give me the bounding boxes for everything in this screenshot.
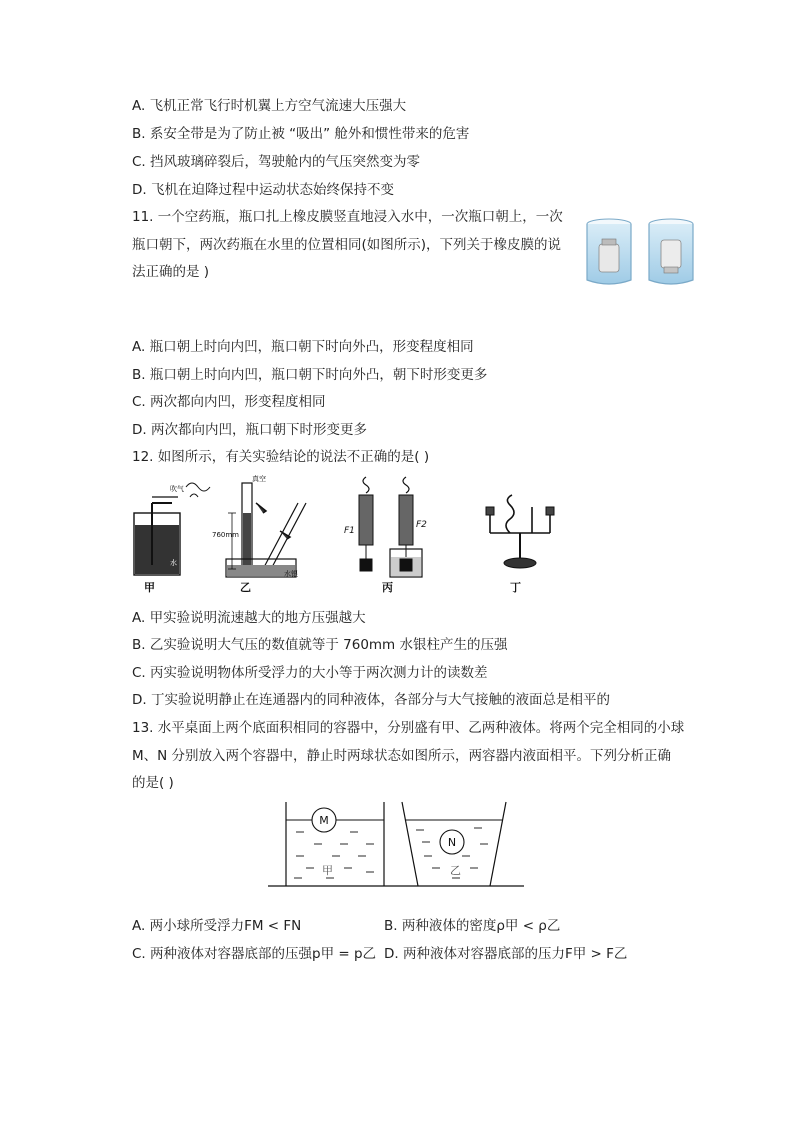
container-yi-label: 乙: [450, 864, 461, 877]
bing-f2-label: F2: [416, 520, 427, 530]
q13-option-d: D. 两种液体对容器底部的压力F甲 > F乙: [384, 946, 628, 962]
q13-stem-line-2: M、N 分别放入两个容器中，静止时两球状态如图所示，两容器内液面相平。下列分析正确: [132, 748, 672, 764]
q11-stem-line-3: 法正确的是 ): [132, 264, 210, 280]
jia-label: 甲: [144, 581, 155, 594]
jia-water-label: 水: [170, 559, 177, 567]
q10-option-b: B. 系安全带是为了防止被 “吸出” 舱外和惯性带来的危害: [132, 126, 470, 142]
q12-option-d: D. 丁实验说明静止在连通器内的同种液体，各部分与大气接触的液面总是相平的: [132, 692, 610, 708]
q11-option-a: A. 瓶口朝上时向内凹，瓶口朝下时向外凸，形变程度相同: [132, 339, 474, 355]
ball-m-label: M: [319, 814, 329, 827]
q13-stem-line-1: 13. 水平桌面上两个底面积相同的容器中，分别盛有甲、乙两种液体。将两个完全相同的小球: [132, 720, 685, 736]
q10-option-c: C. 挡风玻璃碎裂后，驾驶舱内的气压突然变为零: [132, 154, 421, 170]
q13-option-b: B. 两种液体的密度ρ甲 < ρ乙: [384, 918, 561, 934]
q10-option-d: D. 飞机在迫降过程中运动状态始终保持不变: [132, 182, 394, 198]
q13-stem-line-3: 的是( ): [132, 775, 174, 791]
q13-option-a: A. 两小球所受浮力FM < FN: [132, 918, 302, 934]
q10-option-a: A. 飞机正常飞行时机翼上方空气流速大压强大: [132, 98, 407, 114]
experiment-yi: [226, 483, 306, 577]
bing-label: 丙: [382, 581, 393, 594]
q11-stem-line-1: 11. 一个空药瓶，瓶口扎上橡皮膜竖直地浸入水中，一次瓶口朝上，一次: [132, 209, 563, 225]
bing-f1-label: F1: [344, 526, 355, 536]
q13-containers-figure: [266, 798, 528, 890]
beaker-bottle-up: [587, 219, 631, 284]
yi-height-label: 760mm: [212, 531, 239, 539]
jia-blow-label: 吹气: [170, 485, 184, 493]
experiment-ding: [486, 495, 554, 568]
q11-option-d: D. 两次都向内凹，瓶口朝下时形变更多: [132, 422, 367, 438]
q12-option-a: A. 甲实验说明流速越大的地方压强越大: [132, 610, 366, 626]
q12-option-b: B. 乙实验说明大气压的数值就等于 760mm 水银柱产生的压强: [132, 637, 508, 653]
ding-label: 丁: [510, 581, 521, 594]
yi-vacuum-label: 真空: [252, 475, 266, 483]
beaker-bottle-down: [649, 219, 693, 284]
container-jia-label: 甲: [322, 864, 333, 877]
q12-stem: 12. 如图所示，有关实验结论的说法不正确的是( ): [132, 449, 430, 465]
yi-mercury-label: 水银: [284, 570, 298, 578]
q12-experiments-figure: [130, 473, 570, 599]
q11-stem-line-2: 瓶口朝下，两次药瓶在水里的位置相同(如图所示)，下列关于橡皮膜的说: [132, 237, 562, 253]
q12-option-c: C. 丙实验说明物体所受浮力的大小等于两次测力计的读数差: [132, 665, 488, 681]
q13-option-c: C. 两种液体对容器底部的压强p甲 = p乙: [132, 946, 377, 962]
experiment-bing: [359, 477, 422, 577]
ball-n-label: N: [447, 836, 457, 849]
q11-option-b: B. 瓶口朝上时向内凹，瓶口朝下时向外凸，朝下时形变更多: [132, 367, 488, 383]
q11-bottle-figure: [582, 214, 700, 290]
q11-option-c: C. 两次都向内凹，形变程度相同: [132, 394, 326, 410]
yi-label: 乙: [240, 581, 251, 594]
